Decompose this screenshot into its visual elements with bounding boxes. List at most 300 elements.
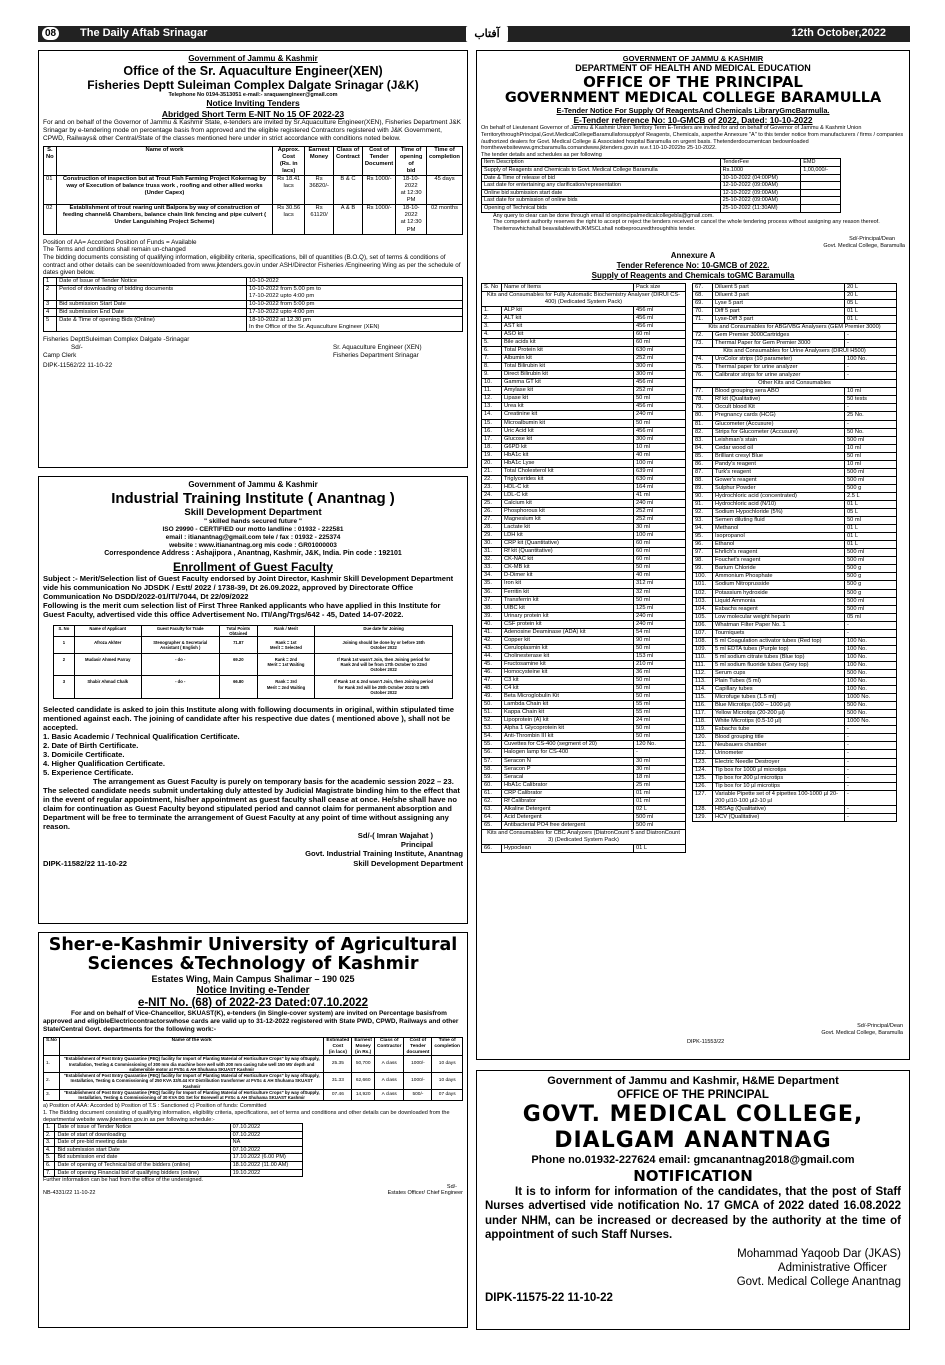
aq-sd: Sd/- [71,344,83,352]
sk-sign: Estates Officer/ Chief Engineer [387,1190,463,1197]
gb-right-sno: 77. [693,388,713,396]
aq-cell: Rs 18.41 lacs [273,176,305,205]
gb-right-sno: 122. [693,750,713,758]
sk-cell: "Establishment of Post Entry Quarantine (PEQ) facility for Import of Planting Material of Horticulture Crops" by way ofSupply, Installation, Testing & Commissioning of 250 KVA 33/0.44 KV Distribution transformer at FVSc & AH Shuhama SKUAST Kashmir [59,1073,323,1090]
gb-right-item-row [693,710,897,718]
sk-sched-cell: 19.10.2022 [230,1169,302,1177]
gb-right-section-row [693,348,897,356]
gb-right-name: Semen diluting fluid [713,517,845,525]
sk-title1: Sher-e-Kashmir University of Agricultural [48,935,458,955]
gb-college1: Govt. Medical College, Baramulla [823,242,905,249]
gb-left-sno: 8. [482,363,502,371]
gmc-baramulla-tender-ad [476,50,910,1060]
gb-right-name: Esbachs tube [713,726,845,734]
aq-cell: Rs 30.56 lacs [273,205,305,234]
iti-subject: Subject :- Merit/Selection list of Guest Faculty endorsed by Joint Director, Kashmir Skill Development Department vide his communication No JDSDK / Estt/ 2022 / 1738-39, Dt 26.09.2022, approved by Directorate Office Communication No DSDD/2022-01/ITI/7044, Dt 22/09/2022 [43,573,454,601]
ga-notification: NOTIFICATION [633,1166,753,1185]
gb-left-name: Name of Items [502,283,634,291]
gb-left-sno: 28. [482,524,502,532]
gb-right-item-row [693,805,897,813]
iti-dipk: DIPK-11582/22 11-10-22 [43,858,128,868]
sk-cell: 10 days [432,1056,463,1073]
gb-left-name: Uric Acid kit [502,427,634,435]
gb-left-pack: 456 ml [634,322,686,330]
gb-right-name: Gem Premier 3000Cartridges [713,332,845,340]
gb-left-item-row [482,419,686,427]
aq-sched-cell: 17-10-2022 upto 4:00 pm [247,309,463,317]
gb-right-pack: - [845,766,897,774]
aq-cell: 18-10-2022 at 12:30 PM [396,205,427,234]
aq-sched-cell: 18-10-2022 at 12.30 pm In the Office of the Sr. Aquaculture Engineer (XEN) [247,317,463,332]
gb-left-sno: 26. [482,508,502,516]
gb-right-name: 5 ml sodium citrate tubes (Blue top) [713,653,845,661]
gb-left-item-row [482,564,686,572]
gb-left-item-row [482,805,686,813]
iti-document-item: 5. Experience Certificate. [43,767,134,777]
iti-col-5: Due date for Joining [315,625,453,636]
gb-left-item-row [482,588,686,596]
gb-right-item-row [693,428,897,436]
iti-col-3: Total Points Obtained [219,625,257,636]
gmc-anantnag-notification [476,1070,910,1330]
gb-left-name: Seracon P [502,765,634,773]
gb-right-sno: 124. [693,766,713,774]
aq-sched-cell: 4 [44,309,57,317]
gb-right-sno: 91. [693,501,713,509]
gb-left-sno: 23. [482,483,502,491]
iti-row [54,636,453,653]
gb-right-item-row [693,766,897,774]
gb-college: GOVERNMENT MEDICAL COLLEGE BARAMULLA [504,90,882,107]
aq-col-7: Time of completion [427,146,463,175]
gb-items-right [692,283,897,822]
sk-row [44,1073,463,1090]
gb-right-item-row [693,332,897,340]
gb-left-name: CSF protein kit [502,620,634,628]
sk-cell: 1000/- [404,1073,432,1090]
gb-right-item-row [693,484,897,492]
sk-sched-row [44,1169,303,1177]
gb-left-pack: 40 ml [634,451,686,459]
gb-right-pack: - [845,332,897,340]
gb-left-pack: 153 ml [634,652,686,660]
gb-left-name: Urea kit [502,403,634,411]
iti-dept-footer: Skill Development Department [353,858,463,868]
sk-sched-row [44,1139,303,1147]
aq-sched-cell: 10-10-2022 from 5.00 pm to 17-10-2022 upto 4:00 pm [247,286,463,301]
gb-left-sno: 52. [482,717,502,725]
gb-sched-row [482,182,841,190]
gb-left-item-row [482,717,686,725]
gb-right-name: Blood grouping title [713,734,845,742]
gb-left-name: Seracon N [502,757,634,765]
gb-annexure: Annexure A [670,251,716,261]
gb-right-pack: 50 ml [845,517,897,525]
gb-left-name: HbA1c Lyse [502,459,634,467]
iti-document-item: 4. Higher Qualification Certificate. [43,758,165,768]
gb-left-item-row [482,701,686,709]
gb-left-sno: 14. [482,411,502,419]
gb-left-name: Homocysteine kit [502,668,634,676]
gb-schedule-table [481,158,841,212]
gb-left-sno: 3. [482,322,502,330]
gb-right-sno: 93. [693,517,713,525]
gb-right-sno: 84. [693,444,713,452]
gb-left-sno: 22. [482,475,502,483]
gb-right-item-row [693,629,897,637]
gb-right-sno: 102. [693,589,713,597]
gb-right-sno: 100. [693,573,713,581]
sk-works-table [43,1037,463,1101]
iti-cell: Shabir Ahmad Chalk [74,676,141,698]
gb-left-item-row [482,789,686,797]
gb-right-pack: 100 No. [845,661,897,669]
gb-left-item-row [482,500,686,508]
iti-documents [43,732,463,777]
gb-right-name: Cedar wood oil [713,444,845,452]
gb-left-pack: 60 ml [634,556,686,564]
gb-right-name: Tip box for 10 µl microtips [713,782,845,790]
gb-right-item-row [693,573,897,581]
newspaper-header [38,26,910,42]
gb-left-name: Ferritin kit [502,588,634,596]
aq-sign1: Sr. Aquaculture Engineer (XEN) [333,344,422,352]
gb-left-item-row [482,757,686,765]
gb-left-name: Halogen lamp for CS-400 [502,749,634,757]
gb-left-pack: 30 ml [634,757,686,765]
gb-right-sno: 70. [693,307,713,315]
gb-items-left [481,283,686,853]
ga-dipk: DIPK-11575-22 11-10-22 [485,1291,613,1304]
gb-right-name: HCV (Qualitative) [713,813,845,821]
skuast-tender-ad [38,932,468,1328]
iti-guest-faculty-ad [38,476,468,924]
gb-left-sno: 60. [482,781,502,789]
gb-left-item-row [482,749,686,757]
gb-left-pack: 639 ml [634,467,686,475]
gb-left-name: HbA1c kit [502,451,634,459]
gb-left-sno: 65. [482,821,502,829]
gb-left-name: Fructosamine kit [502,660,634,668]
iti-cell: 2 [54,654,75,676]
gb-left-sno: 7. [482,355,502,363]
gb-left-pack: 55 ml [634,701,686,709]
gb-left-pack: 50 ml [634,725,686,733]
sk-cell: A class [374,1089,404,1100]
gb-left-sno: 6. [482,347,502,355]
gb-right-pack: 100 No. [845,678,897,686]
gb-left-item-row [482,845,686,853]
gb-office: OFFICE OF THE PRINCIPAL [583,73,803,92]
gb-left-pack: 24 ml [634,717,686,725]
gb-sched-row [482,197,841,205]
iti-row [54,676,453,698]
gb-right-name: Tourniquets [713,629,845,637]
gb-right-pack: 500 g [845,573,897,581]
gb-left-name: Phosphorous kit [502,508,634,516]
gb-left-item-row [482,331,686,339]
gb-right-item-row [693,653,897,661]
sk-nit: Notice Inviting e-Tender [196,984,310,996]
gb-right-item-row [693,460,897,468]
sk-sched-cell: 7. [44,1169,55,1177]
gb-right-name: Thermal paper for urine analyzer [713,364,845,372]
gb-left-name: Calcium kit [502,500,634,508]
iti-col-2: Guest Faculty for Trade [141,625,219,636]
gb-right-sno: 87. [693,468,713,476]
iti-cell: 69.20 [219,654,257,676]
gb-left-sno: 19. [482,451,502,459]
gb-right-item-row [693,734,897,742]
gb-left-item-row [482,612,686,620]
gb-left-item-row [482,709,686,717]
gb-right-name: Pregnancy cards (HCG) [713,412,845,420]
aq-cell: 01 [44,176,57,205]
gb-left-pack: 252 ml [634,508,686,516]
aq-sched-row [44,286,463,301]
gb-left-pack: 10 ml [634,443,686,451]
gb-left-item-row [482,403,686,411]
gb-right-item-row [693,283,897,291]
gb-sched-cell: Opening of Technical bids [482,204,721,212]
gb-right-item-row [693,621,897,629]
gb-right-name: Diluent 5 part [713,283,845,291]
gb-left-sno: 42. [482,636,502,644]
gb-left-item-row [482,773,686,781]
gb-left-sno: 21. [482,467,502,475]
iti-cell: 1 [54,636,75,653]
gb-left-pack: 50 ml [634,685,686,693]
gb-right-name: Gower's reagent [713,476,845,484]
gb-intro: On behalf of Lieutenant Governor of Jammu & Kashmir Union Territory Term E-Tenders are invited for and on behalf of Governor of Jammu & Kashmir Union TerritorythroughPrincipal,Govt.MedicalCollegeBaramullaforsupplyof Reagents, Chemicals, asperthe Annexure "A" to this tender notice from manufacturers / firms / companies /authorized dealers for Govt. Medical College & Associated hospital Baramulla on urgent basis. Thetenderdocumentcan bedownloaded fromthewebsitewww.gmcbaramulla.comandwww.jktenders.gov.in w.e.f.10-10-2022to 25-10-2022. [481,125,904,152]
gb-right-item-row [693,669,897,677]
iti-cell: Rank = 3rd Merit = 2nd Waiting [257,676,314,698]
gb-left-pack: 90 ml [634,636,686,644]
gb-left-pack: 30 ml [634,524,686,532]
gb-right-sno: 82. [693,428,713,436]
gb-right-item-row [693,549,897,557]
sk-sched-cell: 2. [44,1131,55,1139]
gb-left-sno: 27. [482,516,502,524]
gb-right-item-row [693,782,897,790]
gb-right-name: Rf kit (Qualitative) [713,396,845,404]
gb-right-name: Tip box for 1000 µl microtips [713,766,845,774]
aq-cell: Rs 1000/- [362,176,395,205]
gb-right-pack: 500 ml [845,476,897,484]
sk-col-6: Time of completion [432,1037,463,1056]
gb-right-pack: - [845,726,897,734]
gb-left-pack: 60 ml [634,540,686,548]
gb-right-name: Low molecular weight heparin [713,613,845,621]
aq-sched-cell: Period of downloading of bidding documents [57,286,247,301]
gb-left-sno: 51. [482,709,502,717]
gb-left-name: HDL-C kit [502,483,634,491]
gb-right-name: Sodium Nitroprusside [713,581,845,589]
gb-right-pack: 100 No. [845,637,897,645]
gb-right-sno: 123. [693,758,713,766]
gb-dipk: DIPK-11553/22 [687,1039,725,1045]
gb-right-name: 5 ml Coagulation activator tubes (Red top) [713,637,845,645]
gb-left-pack: 240 ml [634,411,686,419]
iti-col-4: Rank / Merit [257,625,314,636]
gb-left-sno: 1. [482,306,502,314]
gb-sched-cell [801,174,841,182]
gb-right-name: Pandy's reagent [713,460,845,468]
aq-bidding: The bidding documents consisting of qualifying information, eligibility criteria, specifications, bill of quantities (B.O.Q), set of terms & conditions of contract and other details can be seen/downloaded from www.jktenders.gov.in under ASH/Director Fisheries /Engineering Wing as per the schedule of dates given below. [43,253,461,277]
sk-sched-cell: 18.10.2022 (11.00 AM) [230,1162,302,1170]
gb-right-name: 5 ml sodium fluoride tubes (Grey top) [713,661,845,669]
gb-left-pack: 100 ml [634,532,686,540]
gb-right-name: Diluent 3 part [713,291,845,299]
gb-left-sno: 2. [482,314,502,322]
gb-right-sno: 115. [693,694,713,702]
sk-sched-cell: 17.10.2022 (6.00 PM) [230,1154,302,1162]
gb-left-name: Rf Calibrator [502,797,634,805]
gb-right-pack: - [845,621,897,629]
gb-college2: Govt. Medical College, Baramulla [821,1029,903,1036]
gb-right-pack: - [845,790,897,805]
gb-sched-cell: 12-10-2022 (09:00AM) [720,182,801,190]
sk-row [44,1089,463,1100]
gb-left-pack: 50 ml [634,644,686,652]
gb-left-item-row [482,540,686,548]
gb-right-name: Diff 5 part [713,307,845,315]
gb-left-pack: 630 ml [634,475,686,483]
iti-cell: Joining should be done by or before 15th October 2022 [315,636,453,653]
iti-motto: " skilled hands secured future " [204,518,302,526]
gb-left-item-row [482,781,686,789]
gb-right-pack: 500 No. [845,702,897,710]
gb-sched-row [482,189,841,197]
aq-cell: 02 [44,205,57,234]
iti-header-row [54,625,453,636]
sk-sched-row [44,1124,303,1132]
sk-col-1: Name of the work [59,1037,323,1056]
gb-left-item-row [482,652,686,660]
gb-right-item-row [693,541,897,549]
gb-right-sno: 86. [693,460,713,468]
gb-left-sno: 33. [482,564,502,572]
gb-right-sno: 72. [693,332,713,340]
gb-left-pack: 50 ml [634,733,686,741]
gb-left-item-row [482,596,686,604]
gb-right-pack: - [845,734,897,742]
gb-right-name: Methanol [713,525,845,533]
gb-reference: E-Tender reference No: 10-GMCB of 2022, Dated: 10-10-2022 [573,115,813,126]
gb-right-pack: 100 No. [845,645,897,653]
gb-right-pack: 500 No. [845,710,897,718]
gb-left-sno: 37. [482,596,502,604]
iti-cell: - do - [141,676,219,698]
aq-sched-cell: 3 [44,301,57,309]
newspaper-name: The Daily Aftab Srinagar [80,27,208,39]
gb-left-item-row [482,467,686,475]
gb-right-pack: - [845,805,897,813]
gb-left-name: Rf kit (Quantitative) [502,548,634,556]
sk-col-0: S.No [44,1037,60,1056]
gb-left-name: Albumin kit [502,355,634,363]
gb-right-name: 5 ml EDTA tubes (Purple top) [713,645,845,653]
gb-right-item-row [693,557,897,565]
gb-left-sno: 61. [482,789,502,797]
gb-right-item-row [693,412,897,420]
gb-left-pack: 100 ml [634,459,686,467]
gb-left-item-row [482,306,686,314]
iti-cell: Rank = 1st Merit = Selected [257,636,314,653]
gb-left-name: Anti-Thrombin III kit [502,733,634,741]
gb-right-pack: 100 No. [845,686,897,694]
gb-right-name: Capillary tubes [713,686,845,694]
gb-left-name: Lipase kit [502,395,634,403]
gb-right-pack: 2.5 L [845,492,897,500]
gb-right-sno: 75. [693,364,713,372]
gb-right-item-row [693,702,897,710]
gb-left-name: Transferrin kit [502,596,634,604]
gb-left-sno: 59. [482,773,502,781]
aq-cell: 18-10-2022 at 12:30 PM [396,176,427,205]
aq-terms: The Terms and conditions shall remain un-changed [43,246,186,254]
gb-right-pack: 500 ml [845,468,897,476]
gb-right-item-row [693,613,897,621]
sk-sched-cell: 07.10.2022 [230,1124,302,1132]
gb-right-pack: - [845,750,897,758]
gb-sched-cell: Date & Time of release of bid [482,174,721,182]
gb-right-sno: 85. [693,452,713,460]
aq-sched-cell: 10-10-2022 from 5:00 pm [247,301,463,309]
gb-left-item-row [482,668,686,676]
ga-sign3: Govt. Medical College Anantnag [736,1275,901,1288]
gb-right-sno: 97. [693,549,713,557]
gb-sched-cell: 1,00,000/- [801,166,841,174]
gb-left-name: G6PD kit [502,443,634,451]
gb-left-sno: 18. [482,443,502,451]
gb-left-name: ALT kit [502,314,634,322]
masthead-logo: آفتاب [466,26,508,42]
sk-sched-cell: 6. [44,1162,55,1170]
gb-left-name: Amylase kit [502,387,634,395]
gb-right-pack: 100 No. [845,653,897,661]
gb-right-sno: 116. [693,702,713,710]
iti-cell: Afroza Akhter [74,636,141,653]
gb-right-section-row [693,380,897,388]
gb-right-name: Esbachs reagent [713,605,845,613]
gb-right-sno: 80. [693,412,713,420]
gb-left-pack: 240 ml [634,620,686,628]
gb-left-sno: 53. [482,725,502,733]
gb-right-sno: 98. [693,557,713,565]
gb-left-item-row [482,660,686,668]
gb-left-pack: 456 ml [634,427,686,435]
gb-right-item-row [693,758,897,766]
gb-right-item-row [693,637,897,645]
sk-further: Further information can be had from the office of the undersigned. [43,1177,204,1184]
sk-col-2: Estimated Cost (in lacs) [324,1037,352,1056]
gb-right-item-row [693,404,897,412]
gb-left-item-row [482,572,686,580]
gb-left-sno: 4. [482,331,502,339]
gb-left-item-row [482,821,686,829]
ga-title2: DIALGAM ANANTNAG [554,1128,832,1154]
gb-right-item-row [693,299,897,307]
iti-line2: email : itianantnag@gmail.com tele / fax : 01932 - 225374 [165,534,341,542]
iti-address: Correspondence Address : Ashajipora , Anantnag, Kashmir, J&K, India. Pin code : 192101 [104,550,402,558]
iti-cell: 71.87 [219,636,257,653]
gb-left-section-row [482,829,686,844]
sk-cell: 3. [44,1089,60,1100]
gb-left-pack: 30 ml [634,765,686,773]
gb-right-name: Electric Needle Destroyer [713,758,845,766]
gb-right-pack: 25 No. [845,412,897,420]
